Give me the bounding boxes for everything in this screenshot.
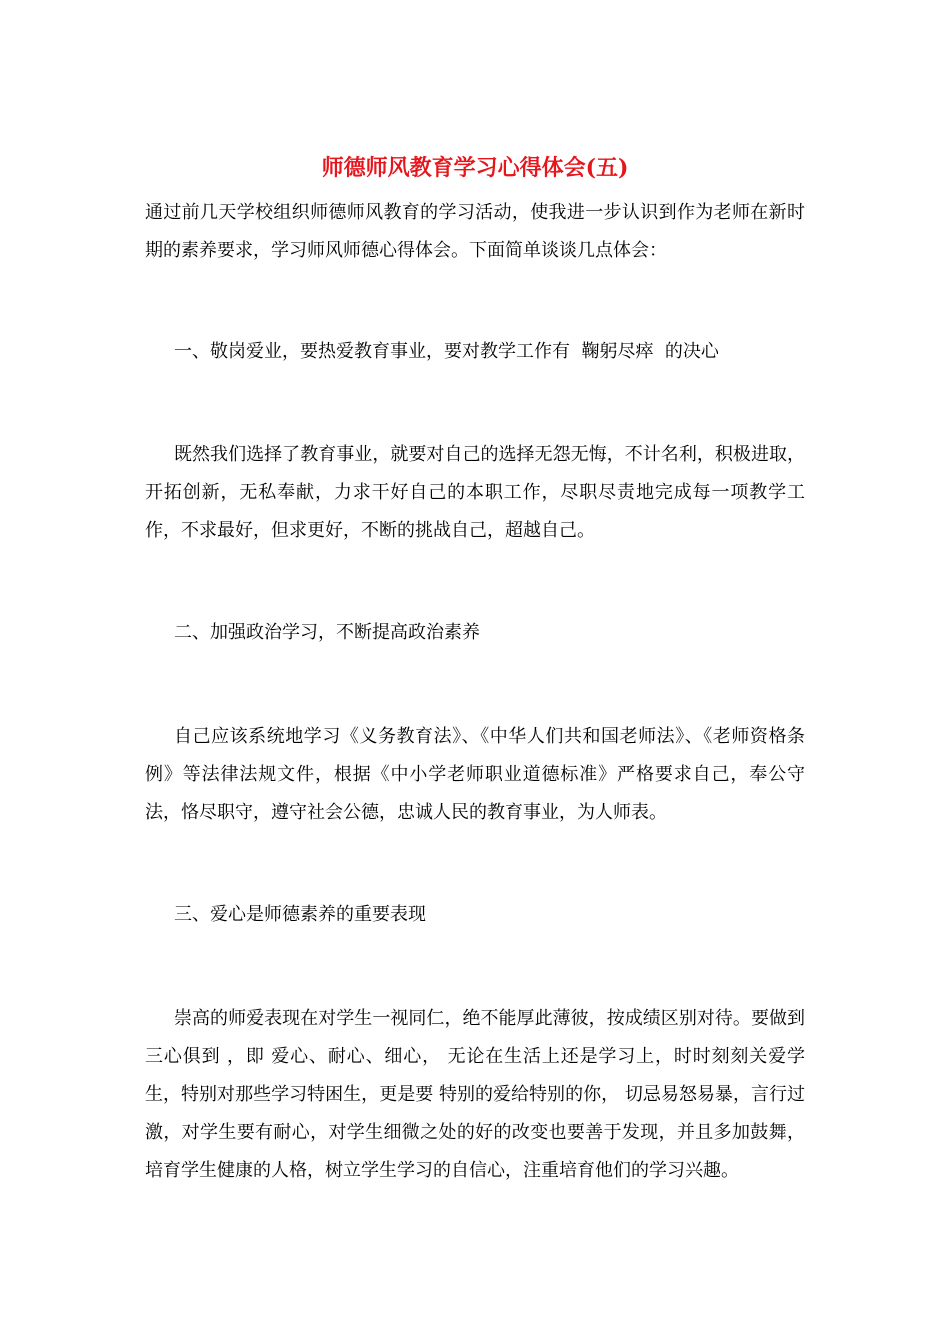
page-title: 师德师风教育学习心得体会(五)	[321, 155, 629, 181]
section-2-body: 自己应该系统地学习《义务教育法》、《中华人们共和国老师法》、《老师资格条例》等法律法规文件，根据《中小学老师职业道德标准》严格要求自己，奉公守法，恪尽职守，遵守社会公德，忠诚人民的教育事业，为人师表。	[145, 726, 805, 823]
section-1-body: 既然我们选择了教育事业，就要对自己的选择无怨无悔，不计名利，积极进取，开拓创新，无私奉献，力求干好自己的本职工作，尽职尽责地完成每一项教学工作，不求最好，但求更好，不断的挑战自己，超越自己。	[145, 444, 805, 541]
section-3-heading: 三、爱心是师德素养的重要表现	[174, 904, 426, 925]
intro-paragraph: 通过前几天学校组织师德师风教育的学习活动，使我进一步认识到作为老师在新时期的素养要求，学习师风师德心得体会。下面简单谈谈几点体会：	[145, 202, 805, 261]
section-2-heading: 二、加强政治学习，不断提高政治素养	[174, 622, 480, 643]
section-3-body: 崇高的师爱表现在对学生一视同仁，绝不能厚此薄彼，按成绩区别对待。要做到 三心俱到 ，即 爱心、耐心、细心， 无论在生活上还是学习上，时时刻刻关爱学生，特别对那些学习特困生，更是要 特别的爱给特别的你， 切忌易怒易暴，言行过激，对学生要有耐心，对学生细微之处的好的改变也要善于发现，并且多加鼓舞，培育学生健康的人格，树立学生学习的自信心，注重培育他们的学习兴趣。	[145, 1008, 805, 1181]
section-1-heading: 一、敬岗爱业，要热爱教育事业，要对教学工作有 鞠躬尽瘁 的决心	[174, 341, 719, 362]
